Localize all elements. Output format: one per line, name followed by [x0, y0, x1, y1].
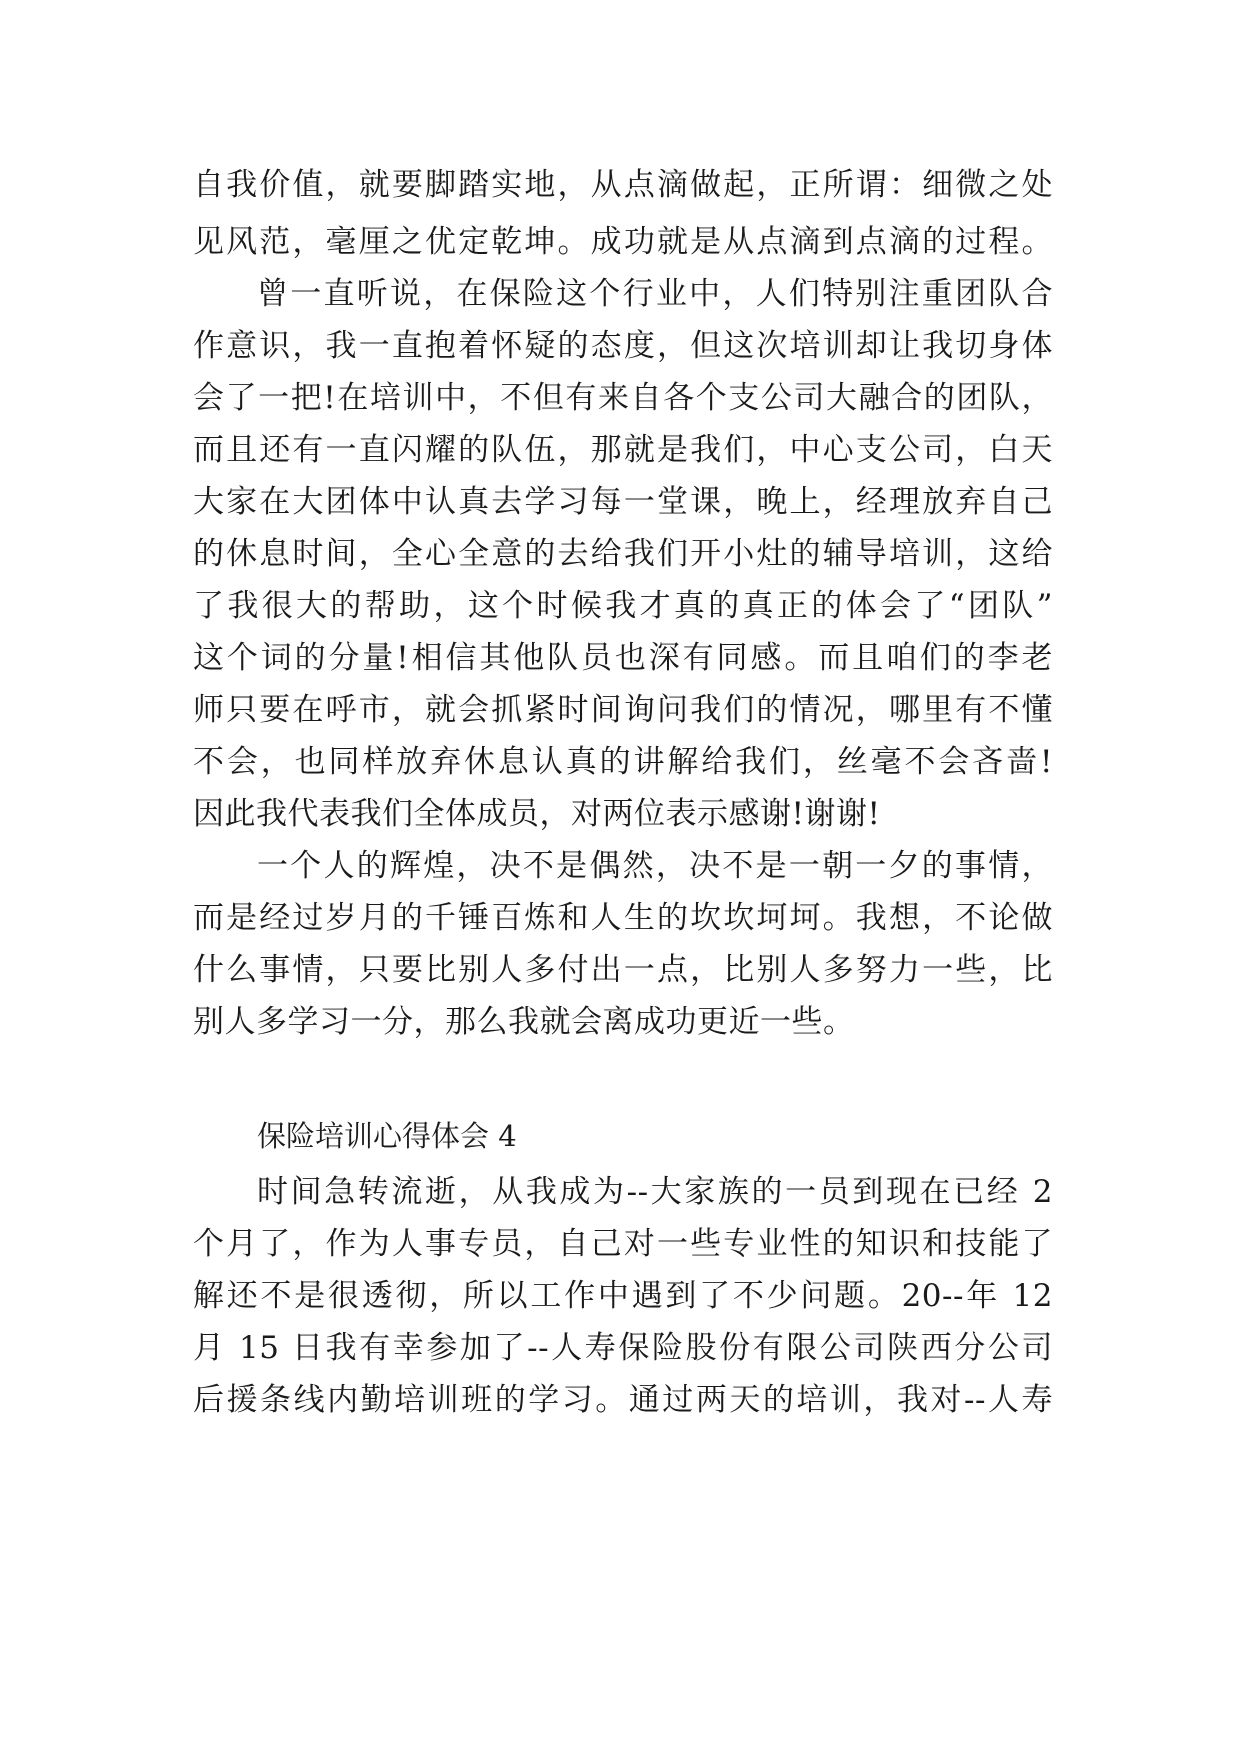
- paragraph-line: 见风范，毫厘之优定乾坤。成功就是从点滴到点滴的过程。: [193, 224, 1053, 260]
- section-heading: 保险培训心得体会 4: [257, 1119, 517, 1153]
- paragraph-line: 后援条线内勤培训班的学习。通过两天的培训，我对--人寿: [193, 1382, 1053, 1418]
- paragraph-line: 的休息时间，全心全意的去给我们开小灶的辅导培训，这给: [193, 536, 1053, 572]
- paragraph-line: 不会，也同样放弃休息认真的讲解给我们，丝毫不会吝啬!: [193, 744, 1053, 780]
- paragraph-line: 因此我代表我们全体成员，对两位表示感谢!谢谢!: [193, 796, 881, 832]
- paragraph-line: 师只要在呼市，就会抓紧时间询问我们的情况，哪里有不懂: [193, 692, 1053, 728]
- paragraph-line: 别人多学习一分，那么我就会离成功更近一些。: [193, 1004, 855, 1040]
- paragraph-line: 而且还有一直闪耀的队伍，那就是我们，中心支公司，白天: [193, 432, 1053, 468]
- paragraph-line: 个月了，作为人事专员，自己对一些专业性的知识和技能了: [193, 1226, 1053, 1262]
- paragraph-line: 什么事情，只要比别人多付出一点，比别人多努力一些，比: [193, 952, 1053, 988]
- paragraph-line: 这个词的分量!相信其他队员也深有同感。而且咱们的李老: [193, 640, 1053, 676]
- paragraph-line: 而是经过岁月的千锤百炼和人生的坎坎坷坷。我想，不论做: [193, 900, 1053, 936]
- paragraph-line: 月 15 日我有幸参加了--人寿保险股份有限公司陕西分公司: [193, 1330, 1053, 1366]
- paragraph-line: 自我价值，就要脚踏实地，从点滴做起，正所谓：细微之处: [193, 167, 1053, 203]
- paragraph-line: 曾一直听说，在保险这个行业中，人们特别注重团队合: [257, 276, 1053, 312]
- paragraph-line: 作意识，我一直抱着怀疑的态度，但这次培训却让我切身体: [193, 328, 1053, 364]
- paragraph-line: 大家在大团体中认真去学习每一堂课，晚上，经理放弃自己: [193, 484, 1053, 520]
- paragraph-line: 一个人的辉煌，决不是偶然，决不是一朝一夕的事情，: [257, 848, 1053, 884]
- paragraph-line: 解还不是很透彻，所以工作中遇到了不少问题。20--年 12: [193, 1278, 1053, 1314]
- paragraph-line: 时间急转流逝，从我成为--大家族的一员到现在已经 2: [257, 1174, 1053, 1210]
- paragraph-line: 会了一把!在培训中，不但有来自各个支公司大融合的团队，: [193, 380, 1053, 416]
- paragraph-line: 了我很大的帮助，这个时候我才真的真正的体会了“团队”: [193, 588, 1053, 624]
